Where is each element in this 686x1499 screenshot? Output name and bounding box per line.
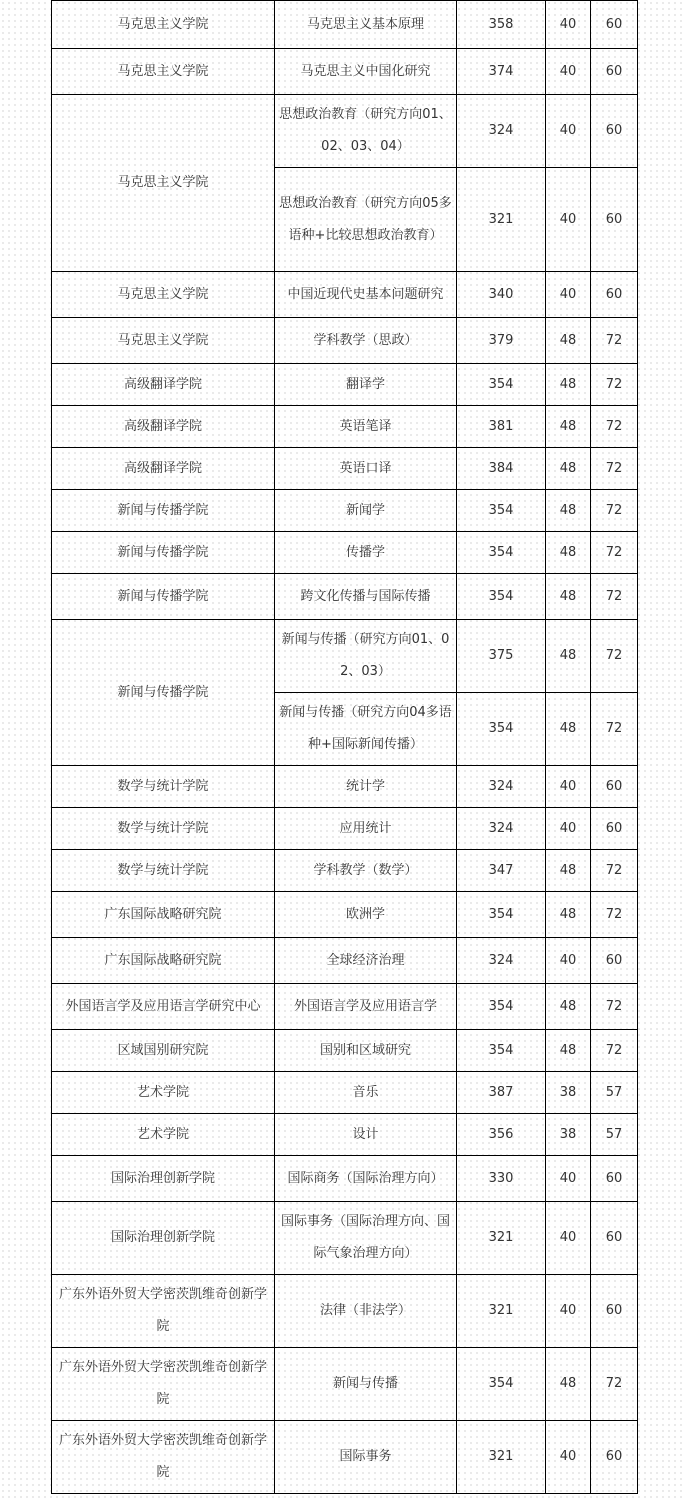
total-score-cell: 321 <box>457 168 546 272</box>
major-cell: 新闻与传播 <box>275 1348 457 1421</box>
major-cell: 设计 <box>275 1114 457 1156</box>
single-score-a-cell: 48 <box>546 364 591 406</box>
single-score-a-cell: 40 <box>546 1156 591 1202</box>
total-score-cell: 387 <box>457 1072 546 1114</box>
school-cell: 广东国际战略研究院 <box>52 892 275 938</box>
single-score-a-cell: 40 <box>546 49 591 95</box>
single-score-a-cell: 48 <box>546 850 591 892</box>
major-cell: 国际事务 <box>275 1421 457 1494</box>
total-score-cell: 354 <box>457 364 546 406</box>
school-cell: 高级翻译学院 <box>52 448 275 490</box>
single-score-a-cell: 48 <box>546 490 591 532</box>
single-score-b-cell: 72 <box>591 892 638 938</box>
major-cell: 英语笔译 <box>275 406 457 448</box>
single-score-a-cell: 40 <box>546 272 591 318</box>
major-cell: 学科教学（思政） <box>275 318 457 364</box>
single-score-b-cell: 72 <box>591 850 638 892</box>
school-cell: 马克思主义学院 <box>52 318 275 364</box>
single-score-a-cell: 40 <box>546 766 591 808</box>
major-cell: 法律（非法学） <box>275 1275 457 1348</box>
school-cell: 马克思主义学院 <box>52 49 275 95</box>
total-score-cell: 324 <box>457 808 546 850</box>
school-cell: 外国语言学及应用语言学研究中心 <box>52 984 275 1030</box>
major-cell: 应用统计 <box>275 808 457 850</box>
single-score-b-cell: 60 <box>591 1202 638 1275</box>
school-cell: 高级翻译学院 <box>52 364 275 406</box>
school-cell: 新闻与传播学院 <box>52 490 275 532</box>
table-row <box>52 1421 638 1494</box>
major-cell: 国别和区域研究 <box>275 1030 457 1072</box>
total-score-cell: 324 <box>457 938 546 984</box>
school-cell: 广东国际战略研究院 <box>52 938 275 984</box>
total-score-cell: 354 <box>457 1348 546 1421</box>
total-score-cell: 347 <box>457 850 546 892</box>
total-score-cell: 321 <box>457 1421 546 1494</box>
school-cell: 广东外语外贸大学密茨凯维奇创新学院 <box>52 1348 275 1421</box>
major-cell: 传播学 <box>275 532 457 574</box>
single-score-b-cell: 60 <box>591 766 638 808</box>
single-score-a-cell: 40 <box>546 1275 591 1348</box>
school-cell: 艺术学院 <box>52 1114 275 1156</box>
single-score-b-cell: 72 <box>591 364 638 406</box>
score-table-container <box>51 0 637 1494</box>
single-score-a-cell: 40 <box>546 938 591 984</box>
school-cell: 高级翻译学院 <box>52 406 275 448</box>
single-score-b-cell: 72 <box>591 490 638 532</box>
single-score-a-cell: 40 <box>546 168 591 272</box>
single-score-a-cell: 40 <box>546 808 591 850</box>
single-score-b-cell: 72 <box>591 1348 638 1421</box>
major-cell: 外国语言学及应用语言学 <box>275 984 457 1030</box>
single-score-b-cell: 57 <box>591 1114 638 1156</box>
major-cell: 马克思主义基本原理 <box>275 1 457 49</box>
single-score-a-cell: 40 <box>546 1 591 49</box>
single-score-a-cell: 48 <box>546 1348 591 1421</box>
total-score-cell: 356 <box>457 1114 546 1156</box>
score-table-body <box>52 1 638 1494</box>
total-score-cell: 324 <box>457 95 546 168</box>
table-row <box>52 1114 638 1156</box>
school-cell: 区域国别研究院 <box>52 1030 275 1072</box>
major-cell: 跨文化传播与国际传播 <box>275 574 457 620</box>
table-row <box>52 766 638 808</box>
table-row <box>52 1072 638 1114</box>
table-row <box>52 1156 638 1202</box>
school-cell: 数学与统计学院 <box>52 850 275 892</box>
school-cell: 广东外语外贸大学密茨凯维奇创新学院 <box>52 1421 275 1494</box>
school-cell: 马克思主义学院 <box>52 272 275 318</box>
single-score-a-cell: 40 <box>546 1202 591 1275</box>
total-score-cell: 354 <box>457 984 546 1030</box>
single-score-a-cell: 40 <box>546 1421 591 1494</box>
table-row <box>52 892 638 938</box>
single-score-a-cell: 48 <box>546 693 591 766</box>
total-score-cell: 354 <box>457 693 546 766</box>
single-score-b-cell: 60 <box>591 272 638 318</box>
total-score-cell: 324 <box>457 766 546 808</box>
major-cell: 音乐 <box>275 1072 457 1114</box>
total-score-cell: 340 <box>457 272 546 318</box>
major-cell: 学科教学（数学） <box>275 850 457 892</box>
single-score-b-cell: 72 <box>591 406 638 448</box>
total-score-cell: 379 <box>457 318 546 364</box>
single-score-b-cell: 60 <box>591 49 638 95</box>
school-cell: 广东外语外贸大学密茨凯维奇创新学院 <box>52 1275 275 1348</box>
single-score-a-cell: 48 <box>546 532 591 574</box>
major-cell: 全球经济治理 <box>275 938 457 984</box>
table-row <box>52 1275 638 1348</box>
major-cell: 中国近现代史基本问题研究 <box>275 272 457 318</box>
major-cell: 国际事务（国际治理方向、国际气象治理方向） <box>275 1202 457 1275</box>
school-cell: 国际治理创新学院 <box>52 1156 275 1202</box>
major-cell: 思想政治教育（研究方向01、02、03、04） <box>275 95 457 168</box>
single-score-b-cell: 72 <box>591 1030 638 1072</box>
total-score-cell: 321 <box>457 1202 546 1275</box>
single-score-b-cell: 60 <box>591 938 638 984</box>
table-row <box>52 95 638 168</box>
score-table <box>51 0 638 1494</box>
total-score-cell: 384 <box>457 448 546 490</box>
total-score-cell: 354 <box>457 532 546 574</box>
major-cell: 翻译学 <box>275 364 457 406</box>
single-score-b-cell: 60 <box>591 1 638 49</box>
school-cell: 新闻与传播学院 <box>52 574 275 620</box>
table-row <box>52 850 638 892</box>
single-score-b-cell: 72 <box>591 532 638 574</box>
school-cell: 数学与统计学院 <box>52 808 275 850</box>
table-row <box>52 808 638 850</box>
table-row <box>52 532 638 574</box>
single-score-b-cell: 60 <box>591 1275 638 1348</box>
single-score-b-cell: 72 <box>591 984 638 1030</box>
table-row <box>52 938 638 984</box>
table-row <box>52 620 638 693</box>
total-score-cell: 354 <box>457 1030 546 1072</box>
table-row <box>52 49 638 95</box>
school-cell: 新闻与传播学院 <box>52 532 275 574</box>
school-cell: 马克思主义学院 <box>52 1 275 49</box>
single-score-b-cell: 72 <box>591 318 638 364</box>
single-score-b-cell: 60 <box>591 1156 638 1202</box>
major-cell: 国际商务（国际治理方向） <box>275 1156 457 1202</box>
table-row <box>52 490 638 532</box>
single-score-a-cell: 38 <box>546 1114 591 1156</box>
table-row <box>52 1348 638 1421</box>
major-cell: 思想政治教育（研究方向05多语种+比较思想政治教育） <box>275 168 457 272</box>
single-score-b-cell: 60 <box>591 168 638 272</box>
total-score-cell: 358 <box>457 1 546 49</box>
single-score-b-cell: 57 <box>591 1072 638 1114</box>
single-score-a-cell: 48 <box>546 574 591 620</box>
single-score-b-cell: 60 <box>591 808 638 850</box>
single-score-b-cell: 72 <box>591 620 638 693</box>
total-score-cell: 354 <box>457 574 546 620</box>
single-score-a-cell: 48 <box>546 318 591 364</box>
table-row <box>52 984 638 1030</box>
single-score-b-cell: 72 <box>591 574 638 620</box>
single-score-a-cell: 38 <box>546 1072 591 1114</box>
single-score-a-cell: 48 <box>546 984 591 1030</box>
total-score-cell: 321 <box>457 1275 546 1348</box>
total-score-cell: 354 <box>457 892 546 938</box>
table-row <box>52 1 638 49</box>
school-cell: 艺术学院 <box>52 1072 275 1114</box>
total-score-cell: 354 <box>457 490 546 532</box>
major-cell: 欧洲学 <box>275 892 457 938</box>
single-score-a-cell: 48 <box>546 892 591 938</box>
total-score-cell: 330 <box>457 1156 546 1202</box>
table-row <box>52 448 638 490</box>
table-row <box>52 1202 638 1275</box>
table-row <box>52 318 638 364</box>
single-score-b-cell: 72 <box>591 448 638 490</box>
table-row <box>52 574 638 620</box>
single-score-a-cell: 40 <box>546 95 591 168</box>
school-cell: 马克思主义学院 <box>52 95 275 272</box>
table-row <box>52 1030 638 1072</box>
school-cell: 国际治理创新学院 <box>52 1202 275 1275</box>
school-cell: 新闻与传播学院 <box>52 620 275 766</box>
single-score-a-cell: 48 <box>546 448 591 490</box>
major-cell: 英语口译 <box>275 448 457 490</box>
major-cell: 马克思主义中国化研究 <box>275 49 457 95</box>
single-score-b-cell: 60 <box>591 1421 638 1494</box>
table-row <box>52 406 638 448</box>
single-score-b-cell: 60 <box>591 95 638 168</box>
major-cell: 统计学 <box>275 766 457 808</box>
major-cell: 新闻与传播（研究方向01、02、03） <box>275 620 457 693</box>
total-score-cell: 375 <box>457 620 546 693</box>
major-cell: 新闻学 <box>275 490 457 532</box>
total-score-cell: 374 <box>457 49 546 95</box>
table-row <box>52 272 638 318</box>
single-score-a-cell: 48 <box>546 620 591 693</box>
single-score-b-cell: 72 <box>591 693 638 766</box>
single-score-a-cell: 48 <box>546 1030 591 1072</box>
single-score-a-cell: 48 <box>546 406 591 448</box>
major-cell: 新闻与传播（研究方向04多语种+国际新闻传播） <box>275 693 457 766</box>
total-score-cell: 381 <box>457 406 546 448</box>
table-row <box>52 364 638 406</box>
school-cell: 数学与统计学院 <box>52 766 275 808</box>
